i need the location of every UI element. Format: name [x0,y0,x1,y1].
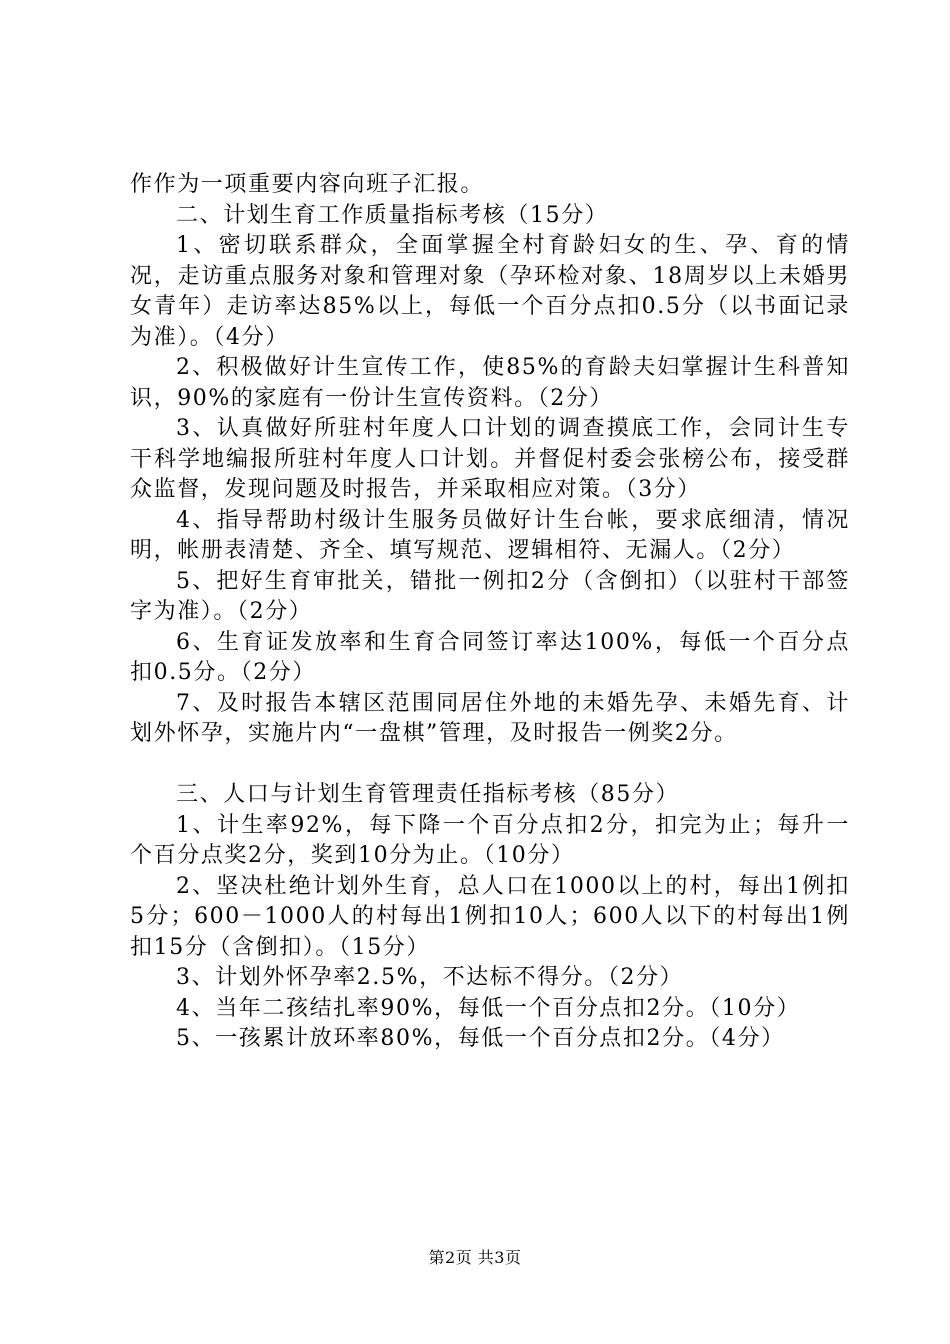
paragraph: 1、密切联系群众，全面掌握全村育龄妇女的生、孕、育的情况，走访重点服务对象和管理对象（孕环检对象、18周岁以上未婚男女青年）走访率达85%以上，每低一个百分点扣0.5分（以书面记录为准）。（4分） [130,233,850,350]
section-heading-management: 三、人口与计划生育管理责任指标考核（85分） [176,782,680,807]
paragraph: 5、把好生育审批关，错批一例扣2分（含倒扣）（以驻村干部签字为准）。（2分） [130,568,850,624]
document-body [130,170,850,1055]
paragraph: 7、及时报告本辖区范围同居住外地的未婚先孕、未婚先育、计划外怀孕，实施片内“一盘棋”管理，及时报告一例奖2分。 [130,690,850,746]
paragraph: 3、计划外怀孕率2.5%，不达标不得分。（2分） [176,965,684,990]
paragraph: 作作为一项重要内容向班子汇报。 [130,172,485,197]
paragraph: 2、坚决杜绝计划外生育，总人口在1000以上的村，每出1例扣5分；600－1000人的村每出1例扣10人；600人以下的村每出1例扣15分（含倒扣）。（15分） [130,873,850,960]
paragraph: 2、积极做好计生宣传工作，使85%的育龄夫妇掌握计生科普知识，90%的家庭有一份计生宣传资料。（2分） [130,355,850,411]
page-footer: 第2页 共3页 [428,1248,522,1267]
section-heading-quality: 二、计划生育工作质量指标考核（15分） [176,202,609,228]
paragraph: 4、当年二孩结扎率90%，每低一个百分点扣2分。（10分） [176,995,801,1021]
paragraph: 5、一孩累计放环率80%，每低一个百分点扣2分。（4分） [176,1026,785,1051]
paragraph: 4、指导帮助村级计生服务员做好计生台帐，要求底细清，情况明，帐册表清楚、齐全、填写规范、逻辑相符、无漏人。（2分） [130,507,850,563]
paragraph-gap [130,750,850,781]
paragraph: 3、认真做好所驻村年度人口计划的调查摸底工作，会同计生专干科学地编报所驻村年度人口计划。并督促村委会张榜公布，接受群众监督，发现问题及时报告，并采取相应对策。（3分） [130,416,850,502]
paragraph: 1、计生率92%，每下降一个百分点扣2分，扣完为止；每升一个百分点奖2分，奖到10分为止。（10分） [130,812,850,868]
paragraph: 6、生育证发放率和生育合同签订率达100%，每低一个百分点扣0.5分。（2分） [130,629,850,685]
